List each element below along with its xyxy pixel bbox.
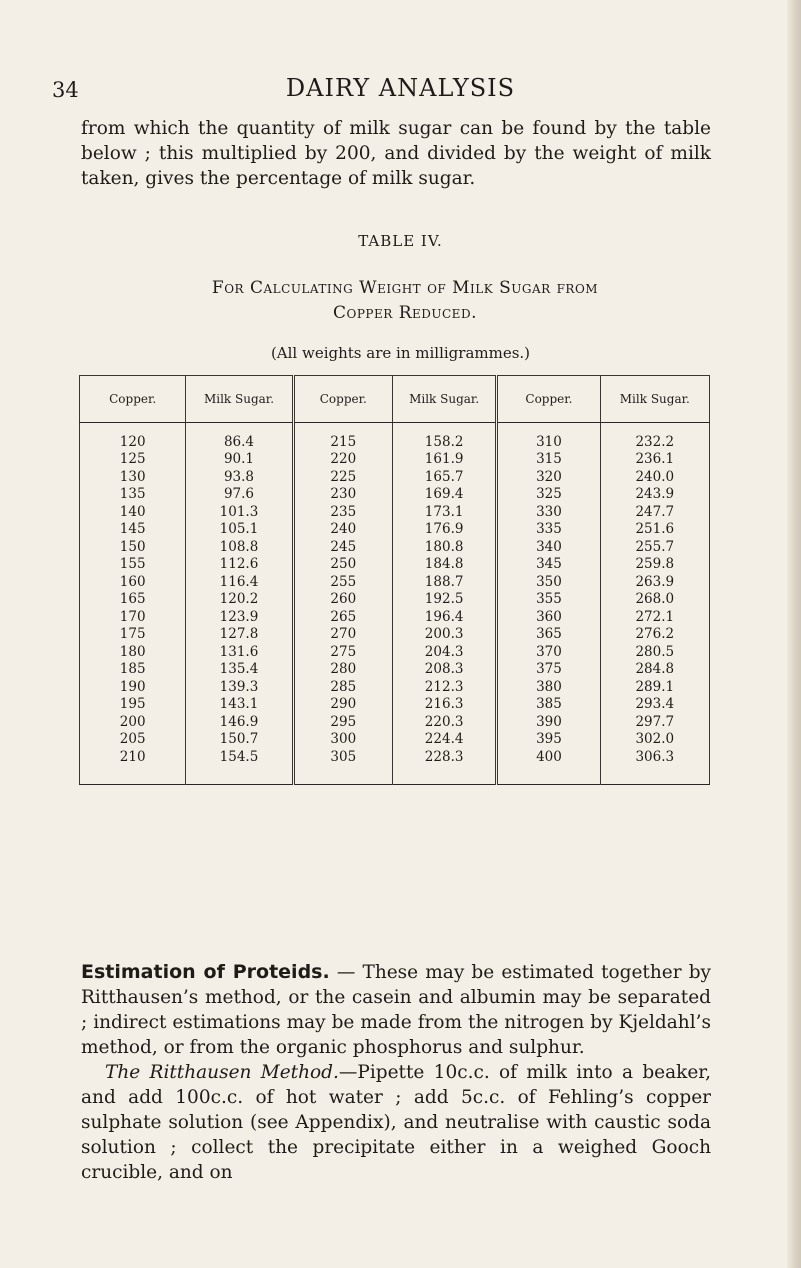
table-cell: 180.8 (392, 538, 496, 556)
table-row (80, 626, 710, 644)
table-caption-line1: For Calculating Weight of Milk Sugar from (211, 278, 599, 298)
table-cell: 263.9 (635, 573, 675, 590)
table-cell: 175 (80, 626, 186, 644)
table-cell: 295 (293, 713, 392, 731)
table-caption (80, 276, 730, 326)
table-cell: 240.0 (635, 468, 675, 485)
table-cell: 188.7 (392, 573, 496, 591)
table-row (80, 643, 710, 661)
table-row (80, 661, 710, 679)
column-header: Milk Sugar. (392, 376, 496, 423)
table-cell: 230 (293, 486, 392, 504)
table-cell: 116.4 (186, 573, 293, 591)
table-cell: 90.1 (186, 451, 293, 469)
table-cell: 350 (497, 573, 600, 591)
table-row (80, 538, 710, 556)
table-cell: 290 (293, 696, 392, 714)
table-cell: 200 (80, 713, 186, 731)
table-cell: 370 (497, 643, 600, 661)
table-cell: 276.2 (635, 626, 675, 643)
table-row (80, 451, 710, 469)
table-cell: 245 (293, 538, 392, 556)
table-cell: 130 (80, 468, 186, 486)
method-title: The Ritthausen Method. (105, 1062, 339, 1083)
table-cell: 140 (80, 503, 186, 521)
ritthausen-paragraph (81, 1060, 711, 1185)
table-cell: 150.7 (186, 731, 293, 749)
table-cell: 395 (497, 731, 600, 749)
table-cell: 220.3 (392, 713, 496, 731)
table-cell: 192.5 (392, 591, 496, 609)
table-cell: 280 (293, 661, 392, 679)
table-cell: 165.7 (392, 468, 496, 486)
table-cell: 255.7 (635, 538, 675, 555)
table-cell: 289.1 (635, 678, 675, 695)
column-header: Copper. (80, 376, 186, 423)
proteids-section (81, 960, 711, 1185)
table-cell: 310 (497, 423, 600, 451)
table-cell: 302.0 (635, 731, 675, 748)
table-cell: 190 (80, 678, 186, 696)
table-cell: 150 (80, 538, 186, 556)
table-cell: 300 (293, 731, 392, 749)
column-header: Copper. (293, 376, 392, 423)
table-cell: 210 (80, 748, 186, 784)
table-units-note: (All weights are in milligrammes.) (270, 344, 531, 362)
table-cell: 145 (80, 521, 186, 539)
table-cell: 93.8 (186, 468, 293, 486)
column-header: Milk Sugar. (600, 376, 709, 423)
table-cell: 105.1 (186, 521, 293, 539)
table-cell: 330 (497, 503, 600, 521)
table-row (80, 556, 710, 574)
running-title: DAIRY ANALYSIS (285, 74, 516, 102)
table-cell: 325 (497, 486, 600, 504)
table-cell: 204.3 (392, 643, 496, 661)
table-cell: 108.8 (186, 538, 293, 556)
table-cell: 260 (293, 591, 392, 609)
paragraph-text: —Pipette 10c.c. of milk into a beaker, and add 100c.c. of hot water ; add 5c.c. of Fehling’s copper sulphate solution (see Appendix), and neutralise with caustic soda solution ; collect the precipitate either in a weighed Gooch crucible, and on (81, 1062, 711, 1183)
table-cell: 335 (497, 521, 600, 539)
table-cell: 385 (497, 696, 600, 714)
table-cell: 180 (80, 643, 186, 661)
table-header-row (80, 376, 710, 423)
table-cell: 131.6 (186, 643, 293, 661)
table-row (80, 591, 710, 609)
table-cell: 200.3 (392, 626, 496, 644)
section-heading: Estimation of Proteids. (81, 961, 330, 983)
table-cell: 284.8 (635, 661, 675, 678)
page-header (0, 74, 801, 114)
table-cell: 185 (80, 661, 186, 679)
table-cell: 297.7 (635, 713, 675, 730)
table-cell: 306.3 (635, 748, 675, 765)
table-cell: 112.6 (186, 556, 293, 574)
table-cell: 139.3 (186, 678, 293, 696)
table-cell: 228.3 (392, 748, 496, 784)
column-header: Milk Sugar. (186, 376, 293, 423)
table-caption-line2: Copper Reduced. (333, 303, 477, 323)
table-body (80, 423, 710, 785)
table-cell: 216.3 (392, 696, 496, 714)
table-cell: 235 (293, 503, 392, 521)
table-cell: 135 (80, 486, 186, 504)
table-cell: 173.1 (392, 503, 496, 521)
table-cell: 320 (497, 468, 600, 486)
table-row (80, 678, 710, 696)
table-cell: 390 (497, 713, 600, 731)
table-cell: 360 (497, 608, 600, 626)
table-cell: 255 (293, 573, 392, 591)
table-cell: 365 (497, 626, 600, 644)
table-cell: 243.9 (635, 486, 675, 503)
page-edge-shadow (787, 0, 801, 1268)
column-header: Copper. (497, 376, 600, 423)
table-cell: 293.4 (635, 696, 675, 713)
table-cell: 265 (293, 608, 392, 626)
table-row (80, 608, 710, 626)
table-cell: 135.4 (186, 661, 293, 679)
table-cell: 215 (293, 423, 392, 451)
table-cell: 259.8 (635, 556, 675, 573)
table-cell: 195 (80, 696, 186, 714)
table-cell: 345 (497, 556, 600, 574)
table-row (80, 468, 710, 486)
table-cell: 380 (497, 678, 600, 696)
table-cell: 250 (293, 556, 392, 574)
table-cell: 268.0 (635, 591, 675, 608)
table-cell: 143.1 (186, 696, 293, 714)
table-row (80, 486, 710, 504)
table-cell: 285 (293, 678, 392, 696)
table-cell: 251.6 (635, 521, 675, 538)
table-cell: 125 (80, 451, 186, 469)
table-cell: 232.2 (635, 433, 675, 450)
table-cell: 375 (497, 661, 600, 679)
table-cell: 169.4 (392, 486, 496, 504)
table-row (80, 521, 710, 539)
table-cell: 205 (80, 731, 186, 749)
table-cell: 120 (80, 423, 186, 451)
table-cell: 208.3 (392, 661, 496, 679)
table-cell: 340 (497, 538, 600, 556)
table-cell: 224.4 (392, 731, 496, 749)
table-cell: 240 (293, 521, 392, 539)
table-cell: 236.1 (635, 451, 675, 468)
table-cell: 123.9 (186, 608, 293, 626)
table-cell: 120.2 (186, 591, 293, 609)
table-cell: 155 (80, 556, 186, 574)
table-cell: 160 (80, 573, 186, 591)
table-row (80, 503, 710, 521)
table-cell: 212.3 (392, 678, 496, 696)
table-cell: 400 (497, 748, 600, 784)
table-cell: 146.9 (186, 713, 293, 731)
table-cell: 272.1 (635, 608, 675, 625)
table-cell: 154.5 (186, 748, 293, 784)
table-cell: 158.2 (392, 423, 496, 451)
table-cell: 355 (497, 591, 600, 609)
table-row (80, 423, 710, 451)
intro-paragraph: from which the quantity of milk sugar can be found by the table below ; this multiplied by 200, and divided by the weight of milk taken, gives the percentage of milk sugar. (81, 118, 711, 189)
table-row (80, 731, 710, 749)
milk-sugar-table (79, 375, 710, 785)
paragraph-text: — These may be estimated together by Ritthausen’s method, or the casein and albumin may be separated ; indirect estimations may be made from the nitrogen by Kjeldahl’s method, or from the organic phosphorus and sulphur. (81, 962, 712, 1058)
table-cell: 196.4 (392, 608, 496, 626)
table-cell: 127.8 (186, 626, 293, 644)
table-row (80, 748, 710, 784)
table-cell: 280.5 (635, 643, 675, 660)
table-cell: 170 (80, 608, 186, 626)
table-cell: 97.6 (186, 486, 293, 504)
table-cell: 225 (293, 468, 392, 486)
table-row (80, 713, 710, 731)
table-label: TABLE IV. (358, 232, 443, 250)
table-row (80, 696, 710, 714)
table-cell: 86.4 (186, 423, 293, 451)
table-cell: 161.9 (392, 451, 496, 469)
table-row (80, 573, 710, 591)
table-cell: 176.9 (392, 521, 496, 539)
proteids-paragraph (81, 960, 711, 1060)
table-cell: 165 (80, 591, 186, 609)
table-cell: 184.8 (392, 556, 496, 574)
table-cell: 101.3 (186, 503, 293, 521)
table-cell: 247.7 (635, 503, 675, 520)
table-cell: 270 (293, 626, 392, 644)
table-cell: 275 (293, 643, 392, 661)
table-cell: 305 (293, 748, 392, 784)
table-cell: 220 (293, 451, 392, 469)
page-number: 34 (52, 78, 79, 102)
table-cell: 315 (497, 451, 600, 469)
